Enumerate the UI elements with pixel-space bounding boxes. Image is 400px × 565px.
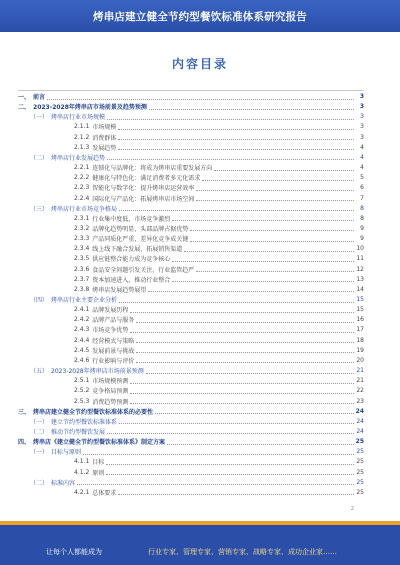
toc-leader-dots [130,307,354,313]
toc-leader-dots [130,398,354,404]
toc-entry-number: 二、 [18,104,31,112]
toc-entry-number: 4.1.2 [74,468,90,476]
toc-entry-number: 2.4.1 [74,306,90,314]
toc-entry-page: 13 [356,275,364,283]
toc-entry-number: （一） [30,114,49,122]
toc-entry-title: 烤串店发展趋势展望 [92,286,147,294]
toc-entry-page: 5 [360,174,364,182]
toc-entry-number: 三、 [18,408,31,416]
toc-entry-title: 烤串店建立健全节约型餐饮标准体系的必要性 [33,408,154,416]
toc-leader-dots [119,205,354,211]
toc-entry-page: 4 [360,143,364,151]
toc-leader-dots [130,327,354,333]
toc-leader-dots [196,195,354,201]
toc-leader-dots [136,357,354,363]
toc-entry-number: 2.5.1 [74,377,90,385]
toc-entry-title: 建立节约型餐饮标准体系 [51,418,118,426]
toc-entry-title: 发展趋势 [92,144,117,152]
toc-leader-dots [118,144,354,150]
toc-leader-dots [196,266,354,272]
toc-entry-title: 品牌化趋势明显，头部品牌占据优势 [92,225,189,233]
toc-leader-dots [146,368,354,374]
toc-entry-page: 21 [356,367,364,375]
toc-leader-dots [119,418,354,424]
toc-leader-dots [136,317,354,323]
toc-entry-page: 10 [356,245,364,253]
footer-slogan: 让每个人都能成为 [46,548,102,556]
toc-entry-title: 发展前景与挑战 [92,347,135,355]
toc-entry-page: 25 [356,478,364,486]
toc-entry-page: 8 [360,204,364,212]
toc-entry-number: 2.4.5 [74,346,90,354]
toc-leader-dots [167,439,354,445]
toc-entry-page: 23 [356,397,364,405]
toc-entry-title: 行业集中度低，市场竞争激烈 [92,215,171,223]
report-title-band [0,0,400,32]
toc-entry-page: 3 [359,93,364,100]
toc-entry-title: 标准内容 [51,479,76,487]
toc-entry-title: 品牌产品与服务 [92,317,135,325]
toc-entry-number: 2.3.3 [74,235,90,243]
toc-entry-number: 2.3.4 [74,245,90,253]
toc-heading: 内容目录 [171,57,228,71]
toc-entry-page: 19 [356,346,364,354]
toc-entry-number: 2.4.4 [74,336,90,344]
toc-entry-title: 2023-2028年烤串店市场前景预测 [51,368,144,376]
toc-entry-title: 经营模式与策略 [92,337,135,345]
toc-entry-title: 烤串店《建立健全节约型餐饮标准体系》制定方案 [33,439,166,447]
toc-entry-title: 烤串店行业发展趋势 [51,154,106,162]
toc-entry-page: 8 [360,214,364,222]
toc-entry-title: 线上线下融合发展，拓展销售渠道 [92,246,183,254]
toc-entry-page: 3 [360,133,364,141]
toc-entry-title: 2023-2028年烤串店市场前景及趋势预测 [33,104,147,112]
toc-entry-title: 产品同质化严重，差异化竞争成关键 [92,236,189,244]
toc-entry-title: 资本加速进入，推动行业整合 [92,276,171,284]
toc-leader-dots [106,469,354,475]
toc-entry-title: 目标 [92,459,105,467]
toc-leader-dots [190,225,354,231]
toc-entry-number: 2.3.7 [74,275,90,283]
toc-entry-page: 20 [356,356,364,364]
toc-leader-dots [119,297,354,303]
toc-entry-page: 3 [359,103,364,111]
page-number: 2 [350,506,354,512]
toc-entry-number: 2.3.1 [74,214,90,222]
toc-leader-dots [130,388,354,394]
toc-entry-page: 16 [356,316,364,324]
toc-leader-dots [149,104,354,110]
toc-entry-page: 25 [356,468,364,476]
toc-leader-dots [118,124,354,130]
toc-leader-dots [136,337,354,343]
footer-tagline: 行业专家、管理专家、营销专家、战略专家、成功企业家…… [148,548,337,556]
toc-entry-title: 行业影响与评价 [92,357,135,365]
toc-entry-page: 18 [356,336,364,344]
toc-entry-page: 6 [360,184,364,192]
toc-entry-number: 2.2.4 [74,194,90,202]
toc-entry-page: 9 [360,224,364,232]
toc-entry-number: 2.3.2 [74,224,90,232]
toc-entry-number: （四） [30,297,49,304]
toc-entry-page: 12 [356,265,364,273]
toc-entry-page: 21 [356,377,364,385]
toc-entry-title: 原则 [92,469,105,477]
toc-entry-page: 7 [360,194,364,202]
toc-entry[interactable] [18,487,364,497]
toc-entry-number: 2.4.6 [74,356,90,364]
toc-entry-title: 健康化与特色化：满足消费者多元化需求 [92,175,201,183]
toc-entry-page: 22 [356,387,364,395]
toc-leader-dots [214,165,354,171]
toc-leader-dots [148,286,354,292]
toc-entry-number: 2.5.2 [74,387,90,395]
toc-entry-page: 24 [356,427,364,435]
toc-entry-page: 4 [360,164,364,172]
toc-leader-dots [155,408,354,414]
toc-entry-title: 烤串店行业市场规模 [51,114,106,122]
toc-entry-title: 市场竞争优势 [92,327,129,335]
toc-entry-title: 品牌发展历程 [92,307,129,315]
toc-leader-dots [136,347,354,353]
toc-entry-title: 供应链整合能力成为竞争核心 [92,256,171,264]
toc-entry-page: 25 [356,458,364,466]
toc-leader-dots [184,246,354,252]
toc-entry-page: 17 [356,326,364,334]
toc-entry-number: （一） [30,418,49,426]
toc-entry-page: 24 [356,417,364,425]
toc-leader-dots [196,185,354,191]
toc-entry-page: 14 [356,285,364,293]
toc-entry-number: 2.1.2 [74,133,90,141]
toc-entry-number: 2.1.3 [74,143,90,151]
toc-entry-title: 国际化与产品化：拓展烤串店市场空间 [92,195,195,203]
toc-leader-dots [172,276,354,282]
toc-entry-page: 4 [360,153,364,161]
toc-leader-dots [106,459,354,465]
toc-entry-title: 竞争格局预测 [92,388,129,396]
toc-entry-page: 15 [356,306,364,314]
toc-entry-page: 9 [360,235,364,243]
toc-entry-number: （一） [30,449,49,457]
toc-entry-title: 市场规模预测 [92,378,129,386]
toc-entry-number: 2.4.3 [74,326,90,334]
toc-entry-number: 2.2.3 [74,184,90,192]
toc-entry-number: （二） [30,154,49,162]
toc-entry-page: 15 [356,296,364,303]
toc-entry-title: 烤串店行业市场竞争格局 [51,205,118,213]
toc-entry-title: 智能化与数字化：提升烤串店运营效率 [92,185,195,193]
toc-leader-dots [118,489,354,495]
toc-leader-dots [172,256,354,262]
toc-entry-number: 2.2.1 [74,164,90,172]
toc-leader-dots [202,175,354,181]
toc-leader-dots [118,134,354,140]
toc-entry-page: 25 [355,438,364,446]
toc-entry-number: 4.1.1 [74,458,90,466]
toc-entry-page: 25 [356,488,364,496]
table-of-contents [18,83,364,497]
toc-leader-dots [83,449,354,455]
toc-entry-number: （五） [30,368,49,376]
toc-entry-number: （三） [30,205,49,213]
toc-entry-title: 消费群体 [92,134,117,142]
toc-leader-dots [130,378,354,384]
toc-entry-title: 食品安全问题引发关注，行业监管趋严 [92,266,195,274]
toc-entry-number: 2.3.5 [74,255,90,263]
toc-leader-dots [77,479,354,485]
toc-entry-page: 3 [360,113,364,121]
toc-entry-number: 2.4.2 [74,316,90,324]
toc-entry-number: 四、 [18,439,31,447]
toc-entry-page: 25 [356,448,364,456]
toc-entry-title: 总体要求 [92,489,117,497]
toc-entry-number: 一、 [18,94,31,101]
toc-entry-title: 烤串店行业主要企业分析 [51,297,118,304]
toc-entry-title: 消费趋势预测 [92,398,129,406]
toc-leader-dots [107,428,354,434]
toc-entry-title: 目标与原则 [51,449,82,457]
toc-entry-page: 24 [355,407,364,415]
toc-entry-number: 2.3.6 [74,265,90,273]
toc-entry-number: 2.5.3 [74,397,90,405]
toc-leader-dots [190,236,354,242]
toc-leader-dots [47,94,354,100]
toc-entry-number: 2.2.2 [74,174,90,182]
footer-band [0,521,400,565]
toc-entry-page: 11 [356,255,364,263]
toc-entry-title: 推动节约型餐饮发展 [51,428,106,436]
report-title: 烤串店建立健全节约型餐饮标准体系研究报告 [93,10,307,23]
toc-entry-number: （二） [30,479,49,487]
toc-leader-dots [107,114,354,120]
toc-entry-number: 4.2.1 [74,488,90,496]
toc-entry-title: 前言 [33,94,46,101]
toc-entry-number: 2.1.1 [74,123,90,131]
toc-leader-dots [172,215,354,221]
toc-leader-dots [107,154,354,160]
toc-entry-number: （二） [30,428,49,436]
toc-entry-title: 连锁化与品牌化：将成为烤串店重要发展方向 [92,165,213,173]
toc-entry-number: 2.3.8 [74,285,90,293]
toc-entry-title: 市场规模 [92,124,117,132]
toc-entry-page: 3 [360,123,364,131]
